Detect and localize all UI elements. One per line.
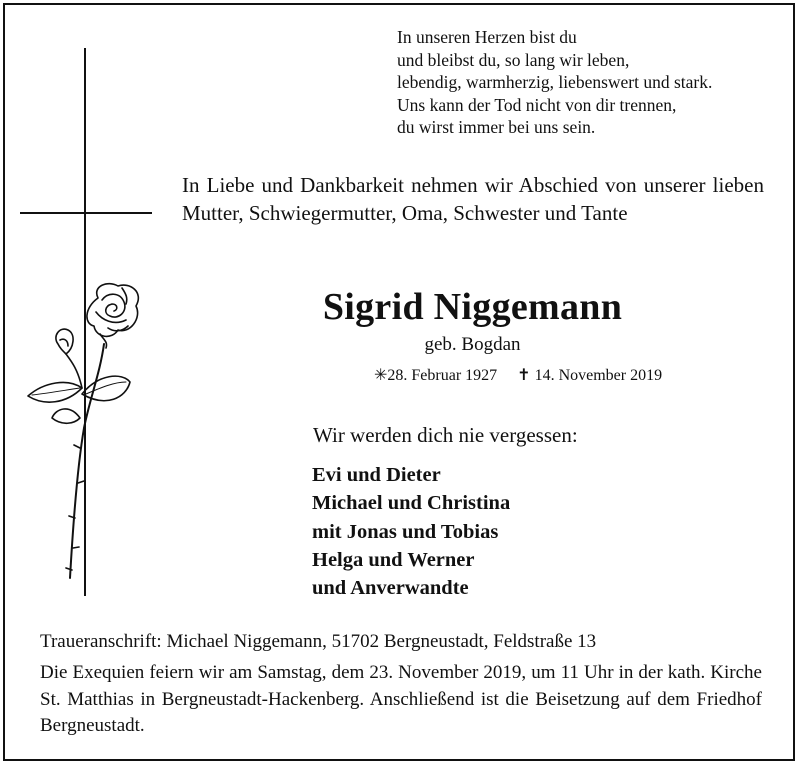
birth-date: 28. Februar 1927 <box>387 367 498 384</box>
poem-line: du wirst immer bei uns sein. <box>397 117 596 138</box>
survivor-entry: Evi und Dieter <box>312 464 441 486</box>
poem-line: Uns kann der Tod nicht von dir trennen, <box>397 94 677 115</box>
poem-line: und bleibst du, so lang wir leben, <box>397 49 630 70</box>
farewell-text: Wir werden dich nie vergessen: <box>313 423 578 447</box>
service-info: Die Exequien feiern wir am Samstag, dem 23. November 2019, um 11 Uhr in der kath. Kirche St. Matthias in Bergneustadt-Hackenberg. Anschließend ist die Beisetzung auf dem Friedhof Bergneustadt. <box>40 662 762 736</box>
poem-line: lebendig, warmherzig, liebenswert und stark. <box>397 72 713 93</box>
poem <box>397 26 712 139</box>
survivors-list <box>312 461 510 602</box>
birth-star-icon: ✳ <box>374 367 388 384</box>
deceased-name: Sigrid Niggemann <box>322 286 623 328</box>
survivor-entry: und Anverwandte <box>312 577 469 600</box>
death-date: 14. November 2019 <box>534 367 663 384</box>
mourning-address: Traueranschrift: Michael Niggemann, 51702 Bergneustadt, Feldstraße 13 <box>40 631 597 652</box>
survivor-entry: Helga und Werner <box>312 548 475 571</box>
life-dates <box>374 366 662 386</box>
survivor-entry: Michael und Christina <box>312 492 511 515</box>
maiden-name: geb. Bogdan <box>424 334 521 355</box>
death-cross-icon: ✝ <box>517 367 531 384</box>
rose-icon <box>22 278 140 600</box>
intro-text: In Liebe und Dankbarkeit nehmen wir Abschied von unserer lieben Mutter, Schwiegermutter, Oma, Schwester und Tante <box>182 173 764 226</box>
cross-horizontal-bar <box>20 212 152 214</box>
poem-line: In unseren Herzen bist du <box>397 27 577 47</box>
survivor-entry: mit Jonas und Tobias <box>312 520 499 543</box>
